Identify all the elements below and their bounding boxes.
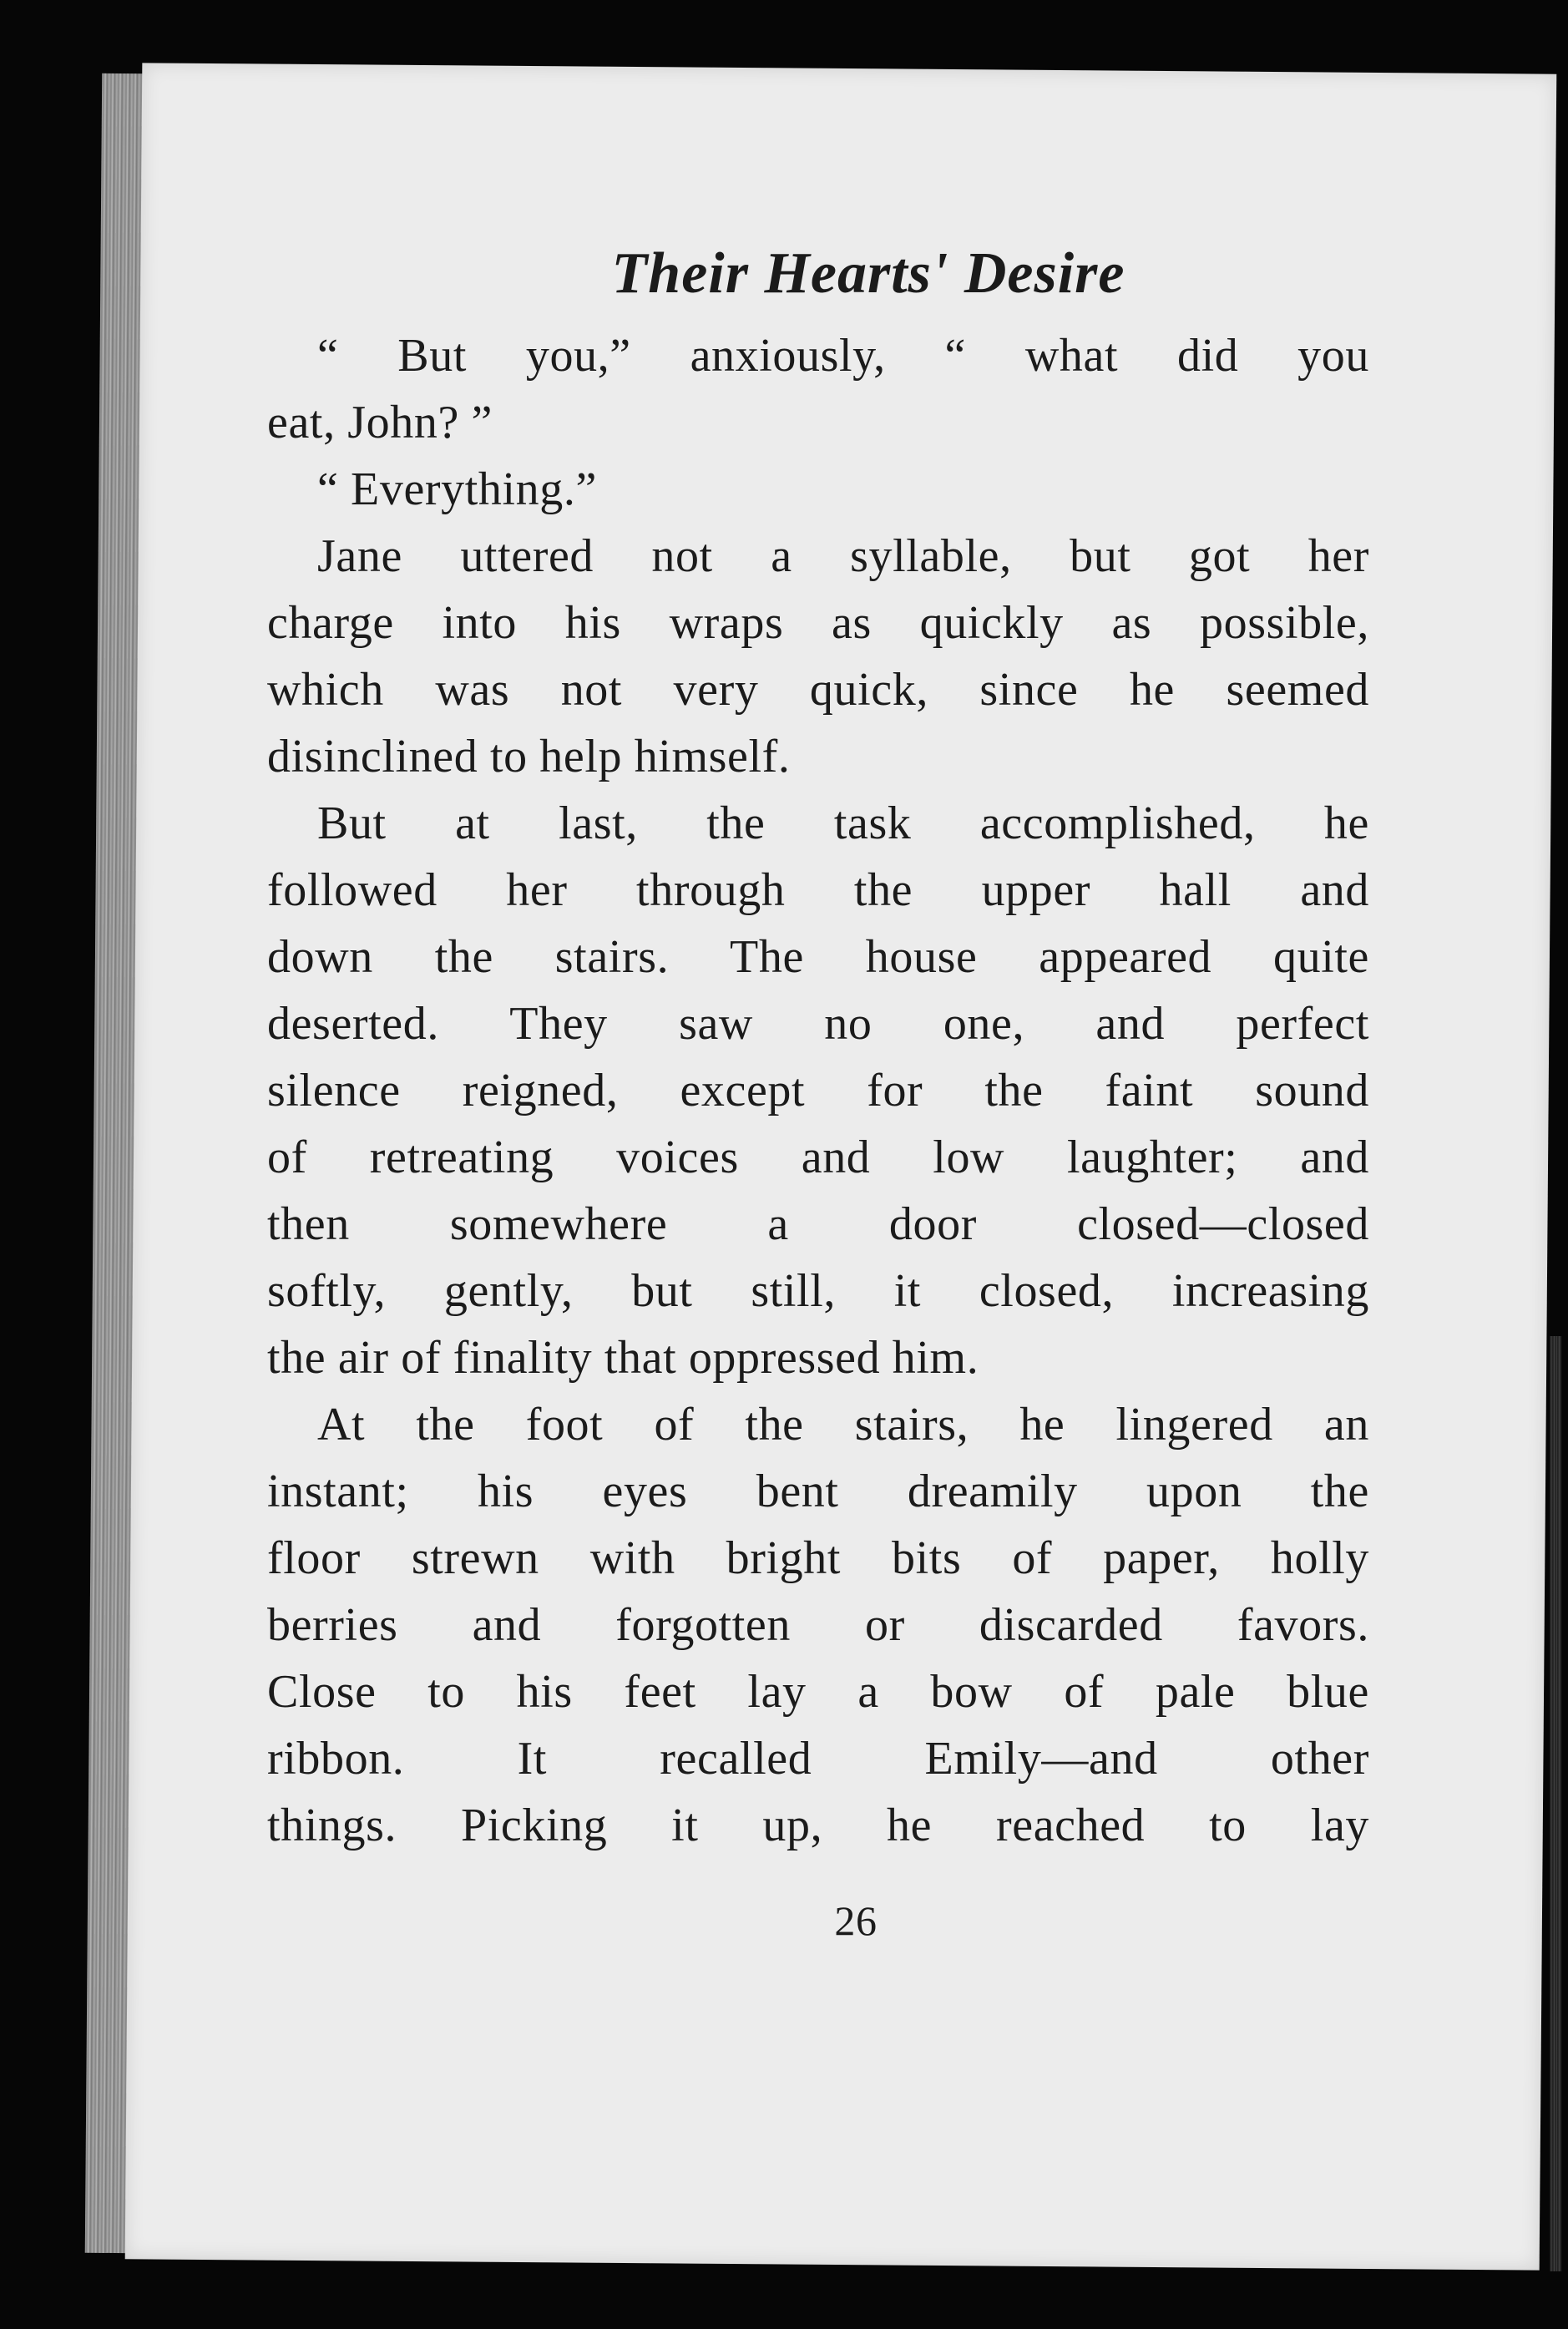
text-line: Close to his feet lay a bow of pale blue [267, 1666, 1369, 1718]
page-edge-right [1550, 1336, 1561, 2271]
text-line: At the foot of the stairs, he lingered an [317, 1399, 1369, 1451]
page-number: 26 [834, 1897, 878, 1944]
text-line: down the stairs. The house appeared quite [267, 931, 1369, 983]
running-head: Their Hearts' Desire [611, 241, 1125, 306]
text-line: instant; his eyes bent dreamily upon the [267, 1466, 1369, 1517]
text-line: eat, John? ” [267, 397, 493, 448]
text-line: Jane uttered not a syllable, but got her [317, 530, 1369, 582]
text-line: then somewhere a door closed—closed [267, 1198, 1369, 1250]
text-line: charge into his wraps as quickly as possible, [267, 597, 1369, 649]
text-line: followed her through the upper hall and [267, 864, 1369, 916]
text-line: silence reigned, except for the faint sound [267, 1065, 1369, 1116]
text-line: softly, gently, but still, it closed, increasing [267, 1265, 1369, 1317]
text-line: deserted. They saw no one, and perfect [267, 998, 1369, 1050]
text-line: floor strewn with bright bits of paper, holly [267, 1532, 1369, 1584]
text-line: ribbon. It recalled Emily—and other [267, 1733, 1369, 1785]
text-line: berries and forgotten or discarded favors. [267, 1599, 1369, 1651]
text-line: things. Picking it up, he reached to lay [267, 1800, 1369, 1851]
text-line: of retreating voices and low laughter; and [267, 1132, 1369, 1183]
text-line: which was not very quick, since he seemed [267, 664, 1369, 716]
text-line: But at last, the task accomplished, he [317, 797, 1369, 849]
text-line: “ Everything.” [317, 463, 597, 515]
page-text [267, 234, 1369, 1954]
text-line: “ But you,” anxiously, “ what did you [317, 330, 1369, 382]
text-line: disinclined to help himself. [267, 731, 791, 782]
text-line: the air of finality that oppressed him. [267, 1332, 979, 1384]
